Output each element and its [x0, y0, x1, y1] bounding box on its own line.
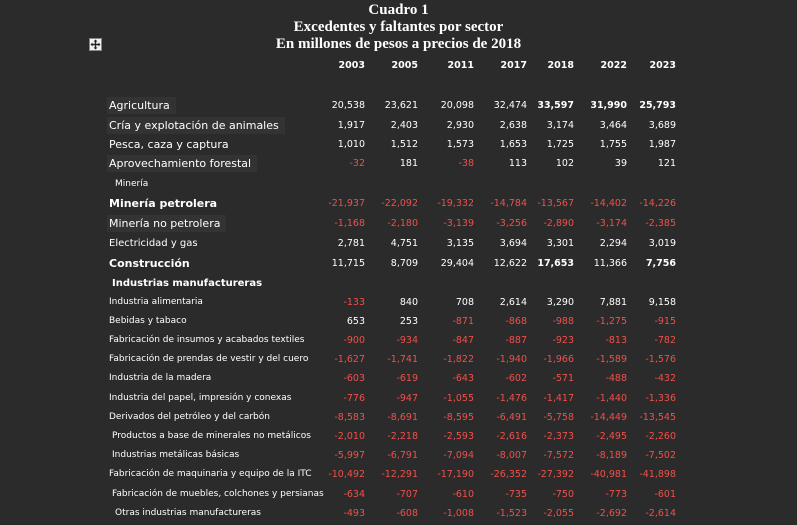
row-label: Minería: [115, 179, 149, 189]
row-label: Derivados del petróleo y del carbón: [109, 412, 270, 422]
row-value-2011: -3,139: [443, 218, 474, 229]
row-value-2003: -603: [343, 373, 365, 384]
row-value-2003: -776: [343, 393, 365, 404]
row-value-2005: 181: [399, 158, 418, 169]
title-line-1: Cuadro 1: [368, 2, 429, 18]
row-label: Productos a base de minerales no metálicos: [112, 431, 311, 441]
year-header-2017: 2017: [500, 60, 527, 71]
row-value-2017: [477, 176, 527, 193]
row-value-2017: -2,616: [496, 431, 527, 442]
row-value-2003: -2,010: [334, 431, 365, 442]
row-label: Industrias metálicas básicas: [112, 450, 240, 460]
row-value-2017: -887: [505, 335, 527, 346]
title-line-2: Excedentes y faltantes por sector: [293, 19, 504, 35]
row-value-2005: -608: [396, 508, 418, 519]
row-value-2023: -13,545: [639, 412, 676, 423]
row-value-2003: -1,168: [334, 218, 365, 229]
row-value-2011: 20,098: [440, 100, 474, 111]
row-value-2023: -2,260: [645, 431, 676, 442]
row-value-2023: -1,336: [645, 393, 676, 404]
row-value-2005: -947: [396, 393, 418, 404]
row-value-2005: -2,180: [387, 218, 418, 229]
row-value-2022: 3,464: [599, 120, 627, 131]
row-value-2022: -1,275: [596, 316, 627, 327]
row-value-2003: -5,997: [334, 450, 365, 461]
row-label: Agricultura: [107, 97, 176, 114]
table-row: [0, 275, 797, 294]
year-header-2005: 2005: [391, 60, 418, 71]
row-value-2003: -10,492: [328, 469, 365, 480]
table-row: [0, 447, 797, 466]
row-value-2018: -27,392: [537, 469, 574, 480]
row-value-2023: 3,689: [648, 120, 676, 131]
row-value-2003: -32: [349, 158, 365, 169]
row-value-2011: -1,822: [443, 354, 474, 365]
year-header-2011: 2011: [447, 60, 474, 71]
row-value-2022: -2,495: [596, 431, 627, 442]
row-label: Fabricación de maquinaria y equipo de la ITC: [109, 469, 312, 479]
row-value-2018: -13,567: [537, 198, 574, 209]
row-value-2005: -22,092: [381, 198, 418, 209]
row-label: Fabricación de prendas de vestir y del cuero: [109, 354, 309, 364]
row-value-2017: 113: [508, 158, 527, 169]
row-value-2023: -1,576: [645, 354, 676, 365]
row-value-2017: -868: [505, 316, 527, 327]
row-value-2011: -1,055: [443, 393, 474, 404]
row-value-2011: -643: [452, 373, 474, 384]
row-value-2018: [524, 275, 574, 292]
row-value-2011: -7,094: [443, 450, 474, 461]
row-value-2003: 653: [346, 316, 365, 327]
row-label: Industrias manufactureras: [112, 278, 263, 289]
row-value-2011: 29,404: [440, 258, 474, 269]
table-row: [0, 313, 797, 332]
table-row: [0, 176, 797, 195]
row-value-2003: -1,627: [334, 354, 365, 365]
row-label: Bebidas y tabaco: [109, 316, 187, 326]
row-value-2005: -934: [396, 335, 418, 346]
row-value-2003: 11,715: [331, 258, 365, 269]
row-value-2005: 23,621: [384, 100, 418, 111]
row-value-2017: 32,474: [493, 100, 527, 111]
row-value-2022: 1,755: [599, 139, 627, 150]
move-handle-icon[interactable]: [89, 38, 102, 51]
row-value-2022: -3,174: [596, 218, 627, 229]
row-value-2011: [424, 176, 474, 193]
row-value-2017: -1,523: [496, 508, 527, 519]
row-value-2022: 39: [614, 158, 627, 169]
table-row: [0, 155, 797, 174]
row-value-2017: 12,622: [493, 258, 527, 269]
row-value-2005: 2,403: [390, 120, 418, 131]
row-value-2017: -3,256: [496, 218, 527, 229]
row-value-2022: -14,402: [590, 198, 627, 209]
table-row: [0, 390, 797, 409]
row-value-2022: -773: [605, 489, 627, 500]
row-value-2011: 1,573: [446, 139, 474, 150]
row-value-2018: -750: [552, 489, 574, 500]
row-value-2018: 17,653: [537, 258, 574, 269]
row-value-2022: -1,589: [596, 354, 627, 365]
row-value-2003: -8,583: [334, 412, 365, 423]
table-row: [0, 136, 797, 155]
row-value-2011: -2,593: [443, 431, 474, 442]
row-label: Construcción: [109, 257, 190, 270]
row-value-2018: -5,758: [543, 412, 574, 423]
row-value-2003: 1,917: [337, 120, 365, 131]
row-value-2005: -2,218: [387, 431, 418, 442]
table-row: [0, 486, 797, 505]
row-label: Industria alimentaria: [109, 297, 203, 307]
row-value-2018: -571: [552, 373, 574, 384]
row-label: Industria del papel, impresión y conexas: [109, 393, 292, 403]
row-label: Fabricación de muebles, colchones y persianas: [112, 489, 324, 499]
row-value-2003: -493: [343, 508, 365, 519]
row-value-2005: -707: [396, 489, 418, 500]
row-value-2023: 121: [657, 158, 676, 169]
row-value-2018: 3,301: [546, 238, 574, 249]
row-value-2017: [477, 275, 527, 292]
title-line-3: En millones de pesos a precios de 2018: [275, 36, 522, 52]
row-value-2018: 3,174: [546, 120, 574, 131]
row-value-2018: -2,373: [543, 431, 574, 442]
row-value-2017: -602: [505, 373, 527, 384]
row-value-2003: -634: [343, 489, 365, 500]
row-label: Pesca, caza y captura: [109, 138, 229, 151]
table-row: [0, 294, 797, 313]
row-value-2018: -1,417: [543, 393, 574, 404]
table-row: [0, 97, 797, 116]
row-value-2022: -14,449: [590, 412, 627, 423]
row-value-2022: [577, 275, 627, 292]
row-value-2018: -2,055: [543, 508, 574, 519]
row-value-2023: 3,019: [648, 238, 676, 249]
row-value-2023: -782: [654, 335, 676, 346]
table-row: [0, 370, 797, 389]
row-value-2011: -1,008: [443, 508, 474, 519]
row-value-2023: -915: [654, 316, 676, 327]
row-value-2011: 2,930: [446, 120, 474, 131]
year-header-row: [0, 60, 797, 74]
row-value-2005: -8,691: [387, 412, 418, 423]
table-title: [0, 2, 797, 53]
row-value-2011: 708: [455, 297, 474, 308]
row-value-2017: 2,638: [499, 120, 527, 131]
row-value-2017: -735: [505, 489, 527, 500]
row-value-2005: 253: [399, 316, 418, 327]
table-row: [0, 428, 797, 447]
row-value-2017: -26,352: [490, 469, 527, 480]
row-label: Minería petrolera: [109, 197, 218, 210]
row-value-2003: [315, 176, 365, 193]
row-value-2022: 31,990: [590, 100, 627, 111]
row-value-2011: 3,135: [446, 238, 474, 249]
row-value-2003: -133: [343, 297, 365, 308]
row-label: Electricidad y gas: [109, 238, 198, 249]
row-value-2022: -488: [605, 373, 627, 384]
table-row: [0, 117, 797, 136]
row-value-2018: -923: [552, 335, 574, 346]
row-value-2023: -41,898: [639, 469, 676, 480]
row-value-2023: 25,793: [639, 100, 676, 111]
year-header-2018: 2018: [547, 60, 574, 71]
table-row: [0, 466, 797, 485]
row-value-2022: -813: [605, 335, 627, 346]
row-value-2003: 1,010: [337, 139, 365, 150]
row-label: Minería no petrolera: [107, 215, 226, 232]
row-value-2022: 2,294: [599, 238, 627, 249]
row-value-2003: 20,538: [331, 100, 365, 111]
row-value-2011: -17,190: [437, 469, 474, 480]
row-value-2005: -619: [396, 373, 418, 384]
row-value-2022: [577, 176, 627, 193]
row-value-2011: -871: [452, 316, 474, 327]
row-value-2005: [368, 275, 418, 292]
row-value-2017: -1,940: [496, 354, 527, 365]
row-value-2023: -601: [654, 489, 676, 500]
row-value-2023: -2,614: [645, 508, 676, 519]
row-value-2022: -8,189: [596, 450, 627, 461]
row-value-2005: -6,791: [387, 450, 418, 461]
row-label: Cría y explotación de animales: [107, 117, 285, 134]
table-row: [0, 505, 797, 524]
row-value-2018: -7,572: [543, 450, 574, 461]
row-value-2018: 3,290: [546, 297, 574, 308]
row-value-2023: 1,987: [648, 139, 676, 150]
row-value-2018: -2,890: [543, 218, 574, 229]
row-value-2003: 2,781: [337, 238, 365, 249]
table-row: [0, 351, 797, 370]
row-value-2018: 33,597: [537, 100, 574, 111]
row-value-2011: [424, 275, 474, 292]
row-value-2017: 3,694: [499, 238, 527, 249]
year-header-2023: 2023: [649, 60, 676, 71]
year-header-2003: 2003: [338, 60, 365, 71]
row-value-2018: -1,966: [543, 354, 574, 365]
row-value-2011: -610: [452, 489, 474, 500]
row-value-2017: 2,614: [499, 297, 527, 308]
row-value-2005: [368, 176, 418, 193]
row-value-2023: [626, 275, 676, 292]
row-value-2005: 840: [399, 297, 418, 308]
row-value-2022: -2,692: [596, 508, 627, 519]
row-value-2022: 11,366: [593, 258, 627, 269]
row-value-2018: 102: [555, 158, 574, 169]
row-value-2011: -8,595: [443, 412, 474, 423]
row-value-2011: -847: [452, 335, 474, 346]
row-value-2023: -14,226: [639, 198, 676, 209]
row-value-2023: 7,756: [645, 258, 676, 269]
row-label: Fabricación de insumos y acabados textiles: [109, 335, 305, 345]
row-value-2023: [626, 176, 676, 193]
row-value-2022: 7,881: [599, 297, 627, 308]
row-label: Otras industrias manufactureras: [115, 508, 261, 518]
row-value-2003: [315, 275, 365, 292]
row-value-2023: 9,158: [648, 297, 676, 308]
table-row: [0, 195, 797, 214]
row-label: Aprovechamiento forestal: [107, 155, 257, 172]
row-value-2022: -1,440: [596, 393, 627, 404]
row-value-2005: 1,512: [390, 139, 418, 150]
year-header-2022: 2022: [600, 60, 627, 71]
row-label: Industria de la madera: [109, 373, 212, 383]
row-value-2003: -900: [343, 335, 365, 346]
row-value-2023: -2,385: [645, 218, 676, 229]
row-value-2017: -1,476: [496, 393, 527, 404]
row-value-2018: -988: [552, 316, 574, 327]
row-value-2011: -38: [458, 158, 474, 169]
row-value-2005: 4,751: [390, 238, 418, 249]
row-value-2003: -21,937: [328, 198, 365, 209]
table-row: [0, 332, 797, 351]
row-value-2023: -432: [654, 373, 676, 384]
row-value-2011: -19,332: [437, 198, 474, 209]
table-row: [0, 235, 797, 254]
row-value-2017: -14,784: [490, 198, 527, 209]
row-value-2022: -40,981: [590, 469, 627, 480]
row-value-2005: -12,291: [381, 469, 418, 480]
row-value-2017: -8,007: [496, 450, 527, 461]
table-row: [0, 409, 797, 428]
table-row: [0, 255, 797, 274]
row-value-2017: 1,653: [499, 139, 527, 150]
row-value-2017: -6,491: [496, 412, 527, 423]
row-value-2005: -1,741: [387, 354, 418, 365]
row-value-2005: 8,709: [390, 258, 418, 269]
row-value-2023: -7,502: [645, 450, 676, 461]
table-row: [0, 215, 797, 234]
row-value-2018: [524, 176, 574, 193]
row-value-2018: 1,725: [546, 139, 574, 150]
